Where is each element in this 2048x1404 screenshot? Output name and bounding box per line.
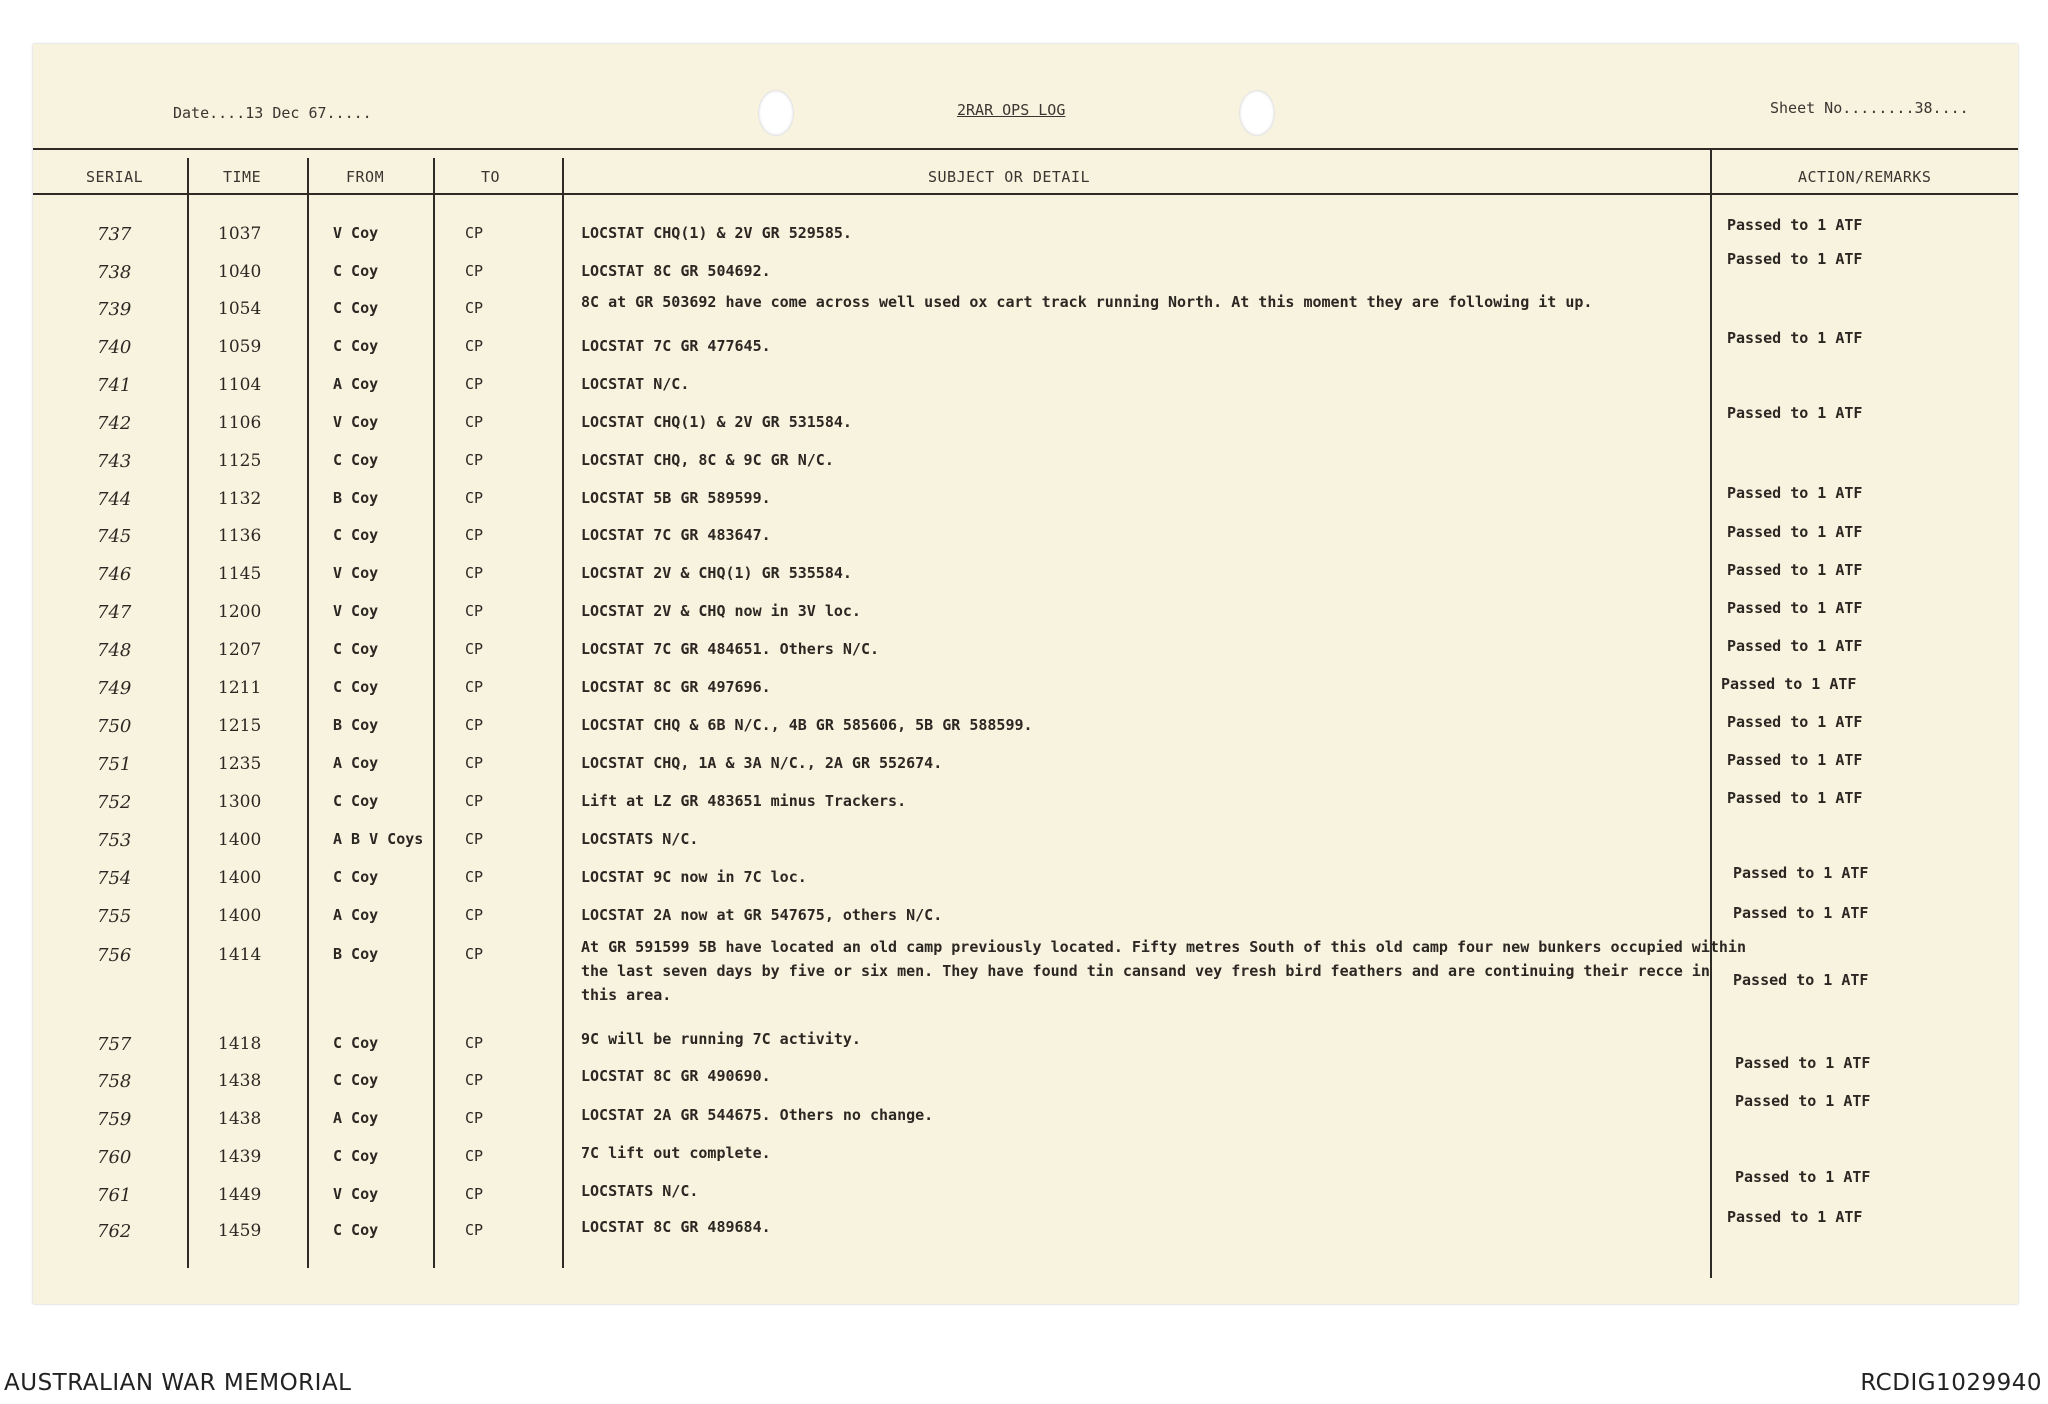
serial-cell: 749 (97, 678, 132, 699)
from-cell: V Coy (333, 224, 379, 242)
remarks-cell: Passed to 1 ATF (1721, 675, 1857, 693)
serial-cell: 746 (97, 564, 132, 585)
time-cell: 1439 (218, 1147, 262, 1167)
serial-cell: 740 (97, 337, 132, 358)
time-cell: 1300 (218, 792, 262, 812)
to-cell: CP (465, 716, 484, 734)
subject-cell: LOCSTAT 5B GR 589599. (581, 489, 771, 507)
remarks-cell: Passed to 1 ATF (1727, 484, 1863, 502)
remarks-cell: Passed to 1 ATF (1727, 713, 1863, 731)
subject-cell: LOCSTAT 8C GR 490690. (581, 1067, 771, 1085)
serial-cell: 753 (97, 830, 132, 851)
col-from: FROM (346, 168, 385, 186)
serial-cell: 745 (97, 526, 132, 547)
subject-cell: LOCSTAT CHQ(1) & 2V GR 531584. (581, 413, 852, 431)
log-date: Date....13 Dec 67..... (173, 104, 372, 122)
time-cell: 1400 (218, 830, 262, 850)
time-cell: 1400 (218, 906, 262, 926)
to-cell: CP (465, 640, 484, 658)
serial-cell: 738 (97, 262, 132, 283)
remarks-cell: Passed to 1 ATF (1727, 637, 1863, 655)
remarks-cell: Passed to 1 ATF (1727, 250, 1863, 268)
subject-cell: LOCSTAT N/C. (581, 375, 690, 393)
to-cell: CP (465, 337, 484, 355)
serial-cell: 758 (97, 1071, 132, 1092)
to-cell: CP (465, 792, 484, 810)
to-cell: CP (465, 413, 484, 431)
from-cell: C Coy (333, 1071, 379, 1089)
time-cell: 1040 (218, 262, 262, 282)
time-cell: 1235 (218, 754, 262, 774)
from-cell: C Coy (333, 1147, 379, 1165)
remarks-cell: Passed to 1 ATF (1727, 216, 1863, 234)
time-cell: 1136 (218, 526, 262, 546)
to-cell: CP (465, 489, 484, 507)
to-cell: CP (465, 262, 484, 280)
subject-cell: LOCSTAT CHQ, 1A & 3A N/C., 2A GR 552674. (581, 754, 943, 772)
subject-cell: LOCSTAT 2A now at GR 547675, others N/C. (581, 906, 943, 924)
subject-cell: LOCSTAT 7C GR 477645. (581, 337, 771, 355)
remarks-cell: Passed to 1 ATF (1735, 1168, 1871, 1186)
from-cell: C Coy (333, 526, 379, 544)
from-cell: C Coy (333, 868, 379, 886)
col-serial: SERIAL (86, 168, 144, 186)
remarks-cell: Passed to 1 ATF (1735, 1054, 1871, 1072)
time-cell: 1059 (218, 337, 262, 357)
remarks-cell: Passed to 1 ATF (1727, 523, 1863, 541)
serial-cell: 760 (97, 1147, 132, 1168)
log-entries (33, 44, 2018, 1304)
to-cell: CP (465, 602, 484, 620)
archive-credit: AUSTRALIAN WAR MEMORIAL (4, 1370, 352, 1396)
subject-cell: LOCSTAT 8C GR 497696. (581, 678, 771, 696)
time-cell: 1438 (218, 1109, 262, 1129)
from-cell: A Coy (333, 375, 379, 393)
from-cell: C Coy (333, 451, 379, 469)
to-cell: CP (465, 1221, 484, 1239)
log-sheet (33, 44, 2018, 1304)
from-cell: V Coy (333, 413, 379, 431)
subject-cell: LOCSTAT 2V & CHQ(1) GR 535584. (581, 564, 852, 582)
time-cell: 1132 (218, 489, 262, 509)
to-cell: CP (465, 1071, 484, 1089)
from-cell: C Coy (333, 262, 379, 280)
from-cell: C Coy (333, 1221, 379, 1239)
from-cell: A B V Coys (333, 830, 424, 848)
subject-cell: LOCSTAT 2V & CHQ now in 3V loc. (581, 602, 861, 620)
serial-cell: 742 (97, 413, 132, 434)
col-to: TO (481, 168, 501, 186)
to-cell: CP (465, 754, 484, 772)
time-cell: 1104 (218, 375, 262, 395)
serial-cell: 744 (97, 489, 132, 510)
from-cell: V Coy (333, 602, 379, 620)
from-cell: A Coy (333, 754, 379, 772)
serial-cell: 750 (97, 716, 132, 737)
serial-cell: 759 (97, 1109, 132, 1130)
from-cell: V Coy (333, 564, 379, 582)
serial-cell: 754 (97, 868, 132, 889)
from-cell: A Coy (333, 1109, 379, 1127)
to-cell: CP (465, 1147, 484, 1165)
to-cell: CP (465, 906, 484, 924)
time-cell: 1054 (218, 299, 262, 319)
from-cell: C Coy (333, 1034, 379, 1052)
subject-cell: LOCSTAT CHQ(1) & 2V GR 529585. (581, 224, 852, 242)
remarks-cell: Passed to 1 ATF (1735, 1092, 1871, 1110)
subject-cell: LOCSTAT 9C now in 7C loc. (581, 868, 807, 886)
remarks-cell: Passed to 1 ATF (1733, 904, 1869, 922)
to-cell: CP (465, 451, 484, 469)
sheet-number: Sheet No........38.... (1770, 99, 1969, 117)
from-cell: A Coy (333, 906, 379, 924)
to-cell: CP (465, 868, 484, 886)
col-remarks: ACTION/REMARKS (1798, 168, 1932, 186)
subject-cell: LOCSTAT 8C GR 489684. (581, 1218, 771, 1236)
time-cell: 1200 (218, 602, 262, 622)
archive-reference: RCDIG1029940 (1860, 1370, 2042, 1396)
remarks-cell: Passed to 1 ATF (1733, 971, 1869, 989)
col-time: TIME (223, 168, 262, 186)
time-cell: 1037 (218, 224, 262, 244)
time-cell: 1449 (218, 1185, 262, 1205)
to-cell: CP (465, 1185, 484, 1203)
time-cell: 1400 (218, 868, 262, 888)
serial-cell: 737 (97, 224, 132, 245)
to-cell: CP (465, 224, 484, 242)
to-cell: CP (465, 526, 484, 544)
to-cell: CP (465, 564, 484, 582)
remarks-cell: Passed to 1 ATF (1727, 751, 1863, 769)
from-cell: C Coy (333, 337, 379, 355)
to-cell: CP (465, 1109, 484, 1127)
subject-cell: LOCSTAT 7C GR 484651. Others N/C. (581, 640, 880, 658)
time-cell: 1211 (218, 678, 262, 698)
remarks-cell: Passed to 1 ATF (1727, 1208, 1863, 1226)
to-cell: CP (465, 375, 484, 393)
remarks-cell: Passed to 1 ATF (1727, 789, 1863, 807)
col-subject: SUBJECT OR DETAIL (928, 168, 1091, 186)
subject-cell: At GR 591599 5B have located an old camp previously located. Fifty metres South of this old camp four new bunkers occupied within the last seven days by five or six men. They have found tin cansand vey fresh bird feathers and are continuing their recce in this area. (581, 938, 1746, 1004)
to-cell: CP (465, 678, 484, 696)
time-cell: 1438 (218, 1071, 262, 1091)
subject-cell: LOCSTATS N/C. (581, 830, 699, 848)
from-cell: B Coy (333, 945, 379, 963)
serial-cell: 741 (97, 375, 132, 396)
subject-cell: LOCSTAT 8C GR 504692. (581, 262, 771, 280)
serial-cell: 748 (97, 640, 132, 661)
subject-cell: Lift at LZ GR 483651 minus Trackers. (581, 792, 907, 810)
from-cell: C Coy (333, 792, 379, 810)
from-cell: B Coy (333, 716, 379, 734)
serial-cell: 761 (97, 1185, 132, 1206)
remarks-cell: Passed to 1 ATF (1727, 561, 1863, 579)
time-cell: 1459 (218, 1221, 262, 1241)
remarks-cell: Passed to 1 ATF (1727, 599, 1863, 617)
from-cell: B Coy (333, 489, 379, 507)
subject-cell: 9C will be running 7C activity. (581, 1030, 861, 1048)
time-cell: 1125 (218, 451, 262, 471)
subject-cell: LOCSTAT 2A GR 544675. Others no change. (581, 1106, 934, 1124)
from-cell: C Coy (333, 678, 379, 696)
to-cell: CP (465, 299, 484, 317)
time-cell: 1414 (218, 945, 262, 965)
subject-cell: 7C lift out complete. (581, 1144, 771, 1162)
time-cell: 1207 (218, 640, 262, 660)
time-cell: 1145 (218, 564, 262, 584)
subject-cell: LOCSTAT 7C GR 483647. (581, 526, 771, 544)
remarks-cell: Passed to 1 ATF (1727, 329, 1863, 347)
serial-cell: 757 (97, 1034, 132, 1055)
serial-cell: 752 (97, 792, 132, 813)
serial-cell: 755 (97, 906, 132, 927)
serial-cell: 751 (97, 754, 132, 775)
serial-cell: 762 (97, 1221, 132, 1242)
serial-cell: 747 (97, 602, 132, 623)
subject-cell: 8C at GR 503692 have come across well used ox cart track running North. At this moment they are following it up. (581, 293, 1593, 311)
to-cell: CP (465, 1034, 484, 1052)
subject-cell: LOCSTAT CHQ, 8C & 9C GR N/C. (581, 451, 834, 469)
time-cell: 1106 (218, 413, 262, 433)
time-cell: 1215 (218, 716, 262, 736)
serial-cell: 743 (97, 451, 132, 472)
remarks-cell: Passed to 1 ATF (1733, 864, 1869, 882)
to-cell: CP (465, 945, 484, 963)
from-cell: C Coy (333, 299, 379, 317)
to-cell: CP (465, 830, 484, 848)
from-cell: C Coy (333, 640, 379, 658)
serial-cell: 739 (97, 299, 132, 320)
subject-cell: LOCSTATS N/C. (581, 1182, 699, 1200)
from-cell: V Coy (333, 1185, 379, 1203)
serial-cell: 756 (97, 945, 132, 966)
remarks-cell: Passed to 1 ATF (1727, 404, 1863, 422)
log-title: 2RAR OPS LOG (957, 101, 1066, 119)
subject-cell: LOCSTAT CHQ & 6B N/C., 4B GR 585606, 5B GR 588599. (581, 716, 1033, 734)
time-cell: 1418 (218, 1034, 262, 1054)
